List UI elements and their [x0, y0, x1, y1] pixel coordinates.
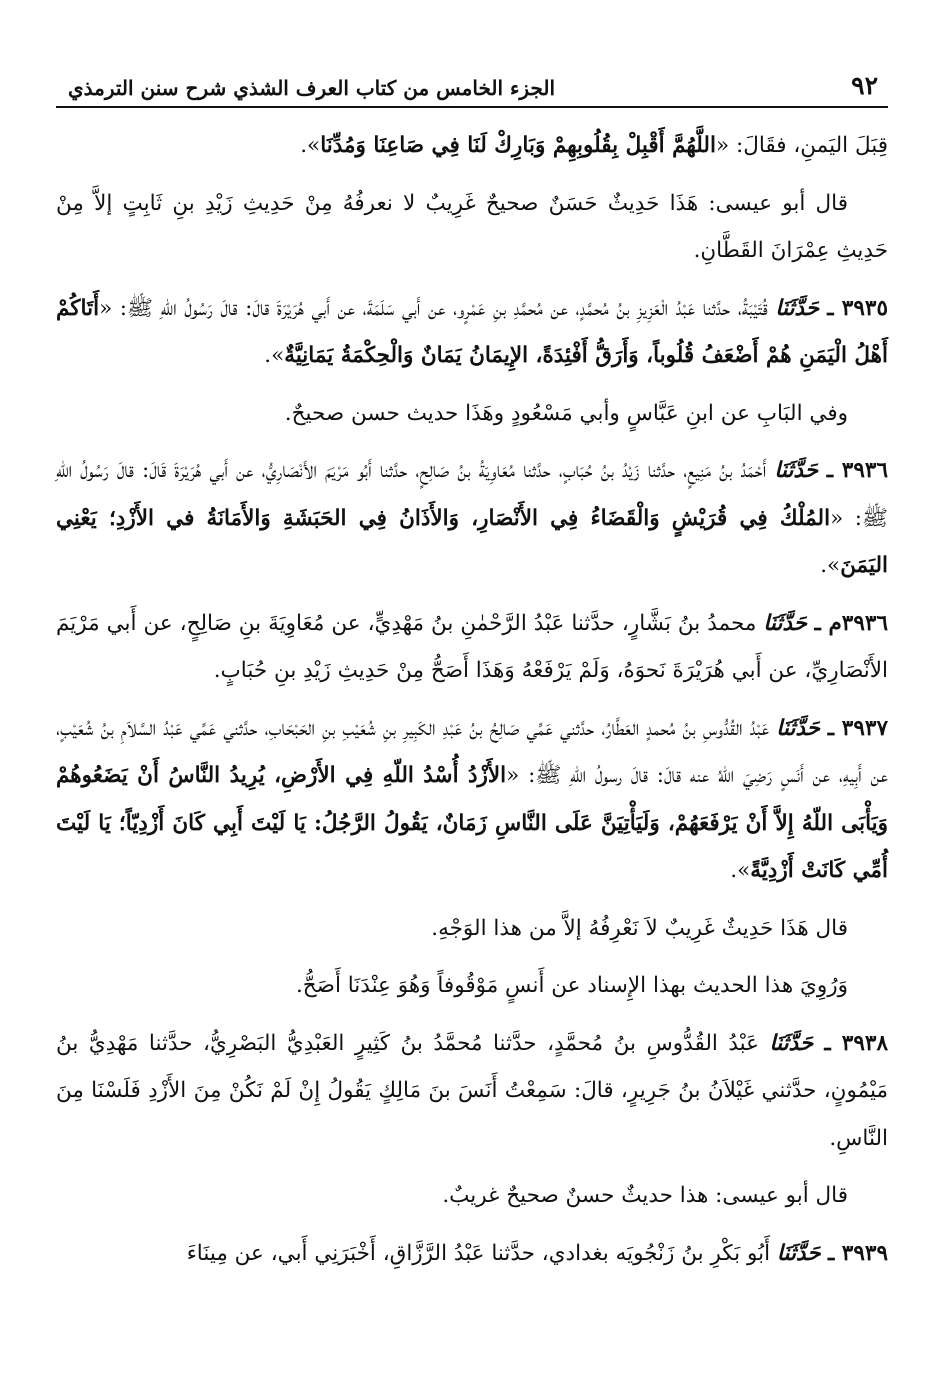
text-segment: عَبْدُ القُدُّوسِ بنُ مُحمدٍ العَطَّارُ، حدَّثني عَمِّي صَالِحُ بنُ عَبْدِ الكَبِيرِ بنِ شُعَيْبِ بنِ الحَبْحَابِ، حدَّثني عَمِّي عَبْدُ السَّلاَمِ بنُ شُعَيْبٍ، عن أَبِيهِ، عن أَنَسٍ رَضِيَ اللهُ عنه قالَ: قالَ رسولُ اللّهِ ﷺ: « [56, 715, 889, 788]
isnad-keyword: حَدَّثَنَا [776, 1240, 821, 1266]
text-segment: قُتَيْبَةُ، حدَّثنا عَبْدُ الْعَزِيزِ بنُ مُحمَّدٍ، عن مُحمَّدِ بنِ عَمْرٍو، عن أَبي سَلَمَةَ، عن أَبي هُرَيْرَةَ قالَ: قالَ رَسُولُ اللّهِ ﷺ: « [99, 295, 776, 321]
paragraph-p1 [56, 122, 888, 170]
paragraph-p4 [56, 390, 888, 438]
paragraph-p12 [56, 1230, 888, 1278]
text-segment: أَبُو بَكْرِ بنُ زَنْجُويَه بغدادي، حدَّثنا عَبْدُ الرَّزَّاقِ، أَخْبَرَنِي أَبي، عن مِينَاءَ [186, 1240, 777, 1266]
hadith-number: ٣٩٣٩ ـ [820, 1240, 888, 1266]
hadith-text: المُلْكُ فِي قُرَيْشٍ وَالْقَضَاءُ فِي الأَنْصَارِ، وَالأَذَانُ فِي الحَبَشَةِ وَالأَمَانَةُ في الأَزْدِ؛ يَعْنِي اليَمَنَ [56, 505, 888, 578]
page-body [56, 122, 888, 1277]
text-segment: قال أبو عيسى: هَذَا حَدِيثٌ حَسَنٌ صحيحٌ غَرِيبٌ لا نعرفُهُ مِنْ حَدِيثِ زَيْدِ بنِ ثَابِتٍ إلاَّ مِنْ حَدِيثِ عِمْرَانَ القَطَّانِ. [56, 190, 888, 263]
hadith-number: ٣٩٣٥ ـ [819, 295, 888, 321]
text-segment: محمدُ بنُ بَشَّارٍ، حدَّثنا عَبْدُ الرَّحْمٰنِ بنُ مَهْدِيٍّ، عن مُعَاوِيَةَ بنِ صَالِحٍ، عن أَبي مَرْيَمَ الأَنْصَارِيِّ، عن أَبي هُرَيْرَةَ نَحوَهُ، وَلَمْ يَرْفَعْهُ وَهَذَا أَصَحُّ مِنْ حَدِيثِ زَيْدِ بنِ حُبَابٍ. [56, 610, 888, 683]
text-segment: عَبْدُ القُدُّوسِ بنُ مُحمَّدٍ، حدَّثنا مُحمَّدُ بنُ كَثِيرٍ العَبْدِيُّ البَصْرِيُّ، حدَّثنا مَهْدِيُّ بنُ مَيْمُونٍ، حدَّثني غَيْلاَنُ بنُ جَرِيرٍ، قالَ: سَمِعْتُ أَنَسَ بنَ مَالِكٍ يَقُولُ إِنْ لَمْ نَكُنْ مِنَ الأَزْدِ فَلَسْنَا مِنَ النَّاسِ. [56, 1030, 888, 1151]
text-segment: قال هَذَا حَدِيثٌ غَرِيبٌ لاَ نَعْرِفُهُ إلاَّ من هذا الوَجْهِ. [431, 915, 848, 941]
paragraph-p9 [56, 962, 888, 1010]
text-segment: وَرُوِيَ هذا الحديث بهذا الإِسناد عن أَنسٍ مَوْقُوفاً وَهُوَ عِنْدَنَا أَصَحُّ. [295, 973, 848, 998]
isnad-keyword: حَدَّثَنَا [774, 458, 818, 483]
text-segment: وفي البَابِ عن ابنِ عَبَّاسٍ وأبي مَسْعُودٍ وهَذَا حديث حسن صحيحٌ. [284, 400, 848, 426]
paragraph-p6 [56, 600, 888, 695]
hadith-number: ٣٩٣٦م ـ [806, 610, 888, 636]
isnad-keyword: حَدَّثَنَا [763, 610, 807, 636]
paragraph-p10 [56, 1020, 888, 1163]
paragraph-p8 [56, 905, 888, 953]
hadith-number: ٣٩٣٦ ـ [818, 458, 888, 483]
hadith-text: اللَّهُمَّ أَقْبِلْ بِقُلُوبِهِمْ وَبَارِكْ لَنَا فِي صَاعِنَا وَمُدِّنَا [320, 133, 716, 158]
paragraph-p7 [56, 705, 888, 895]
isnad-keyword: حَدَّثَنَا [775, 295, 820, 321]
hadith-text: أَتَاكُمْ أَهْلُ الْيَمَنِ هُمْ أَضْعَفُ قُلُوباً، وَأَرَقُّ أَفْئِدَةً، الإِيمَانُ يَمَانٌ وَالْحِكْمَةُ يَمَانِيَّةٌ [56, 295, 888, 368]
paragraph-p3 [56, 285, 888, 380]
text-segment: ». [730, 858, 751, 883]
paragraph-p5 [56, 447, 888, 590]
paragraph-p11 [56, 1172, 888, 1220]
text-segment: أَحْمَدُ بنُ مَنِيعٍ، حدَّثنا زَيْدُ بنُ حُبَابٍ، حدَّثنا مُعَاوِيَةُ بنُ صَالِحٍ، حدَّثنا أَبُو مَرْيَمَ الأَنْصَارِيُّ، عن أَبي هُرَيْرَةَ قَالَ: قالَ رَسُولُ اللّهِ ﷺ: « [56, 458, 888, 531]
isnad-keyword: حَدَّثَنَا [769, 1030, 814, 1056]
page-header [56, 64, 888, 108]
hadith-text: الأَزْدُ أُسْدُ اللّهِ فِي الأَرْضِ، يُرِيدُ النَّاسُ أَنْ يَضَعُوهُمْ وَيَأْبَى اللّهُ إِلاَّ أَنْ يَرْفَعَهُمْ، وَلَيَأْتِيَنَّ عَلَى النَّاسِ زَمَانٌ، يَقُولُ الرَّجُلُ: يَا لَيْتَ أَبِي كَانَ أَزْدِيّاً؛ يَا لَيْتَ أُمِّي كَانَتْ أَزْدِيَّةً [56, 763, 888, 883]
running-title: الجزء الخامس من كتاب العرف الشذي شرح سنن الترمذي [68, 76, 556, 100]
text-segment: ». [264, 343, 285, 368]
text-segment: قِبَلَ اليَمنِ، فقَالَ: « [715, 133, 888, 158]
text-segment: ». [300, 133, 321, 158]
hadith-number: ٣٩٣٨ ـ [813, 1030, 888, 1056]
paragraph-p2 [56, 180, 888, 275]
isnad-keyword: حَدَّثَنَا [776, 715, 820, 741]
hadith-number: ٣٩٣٧ ـ [819, 715, 888, 741]
page-number: ٩٢ [851, 71, 878, 100]
text-segment: قال أبو عيسى: هذا حديثٌ حسنٌ صحيحٌ غريبٌ. [442, 1183, 848, 1208]
text-segment: ». [820, 553, 841, 578]
